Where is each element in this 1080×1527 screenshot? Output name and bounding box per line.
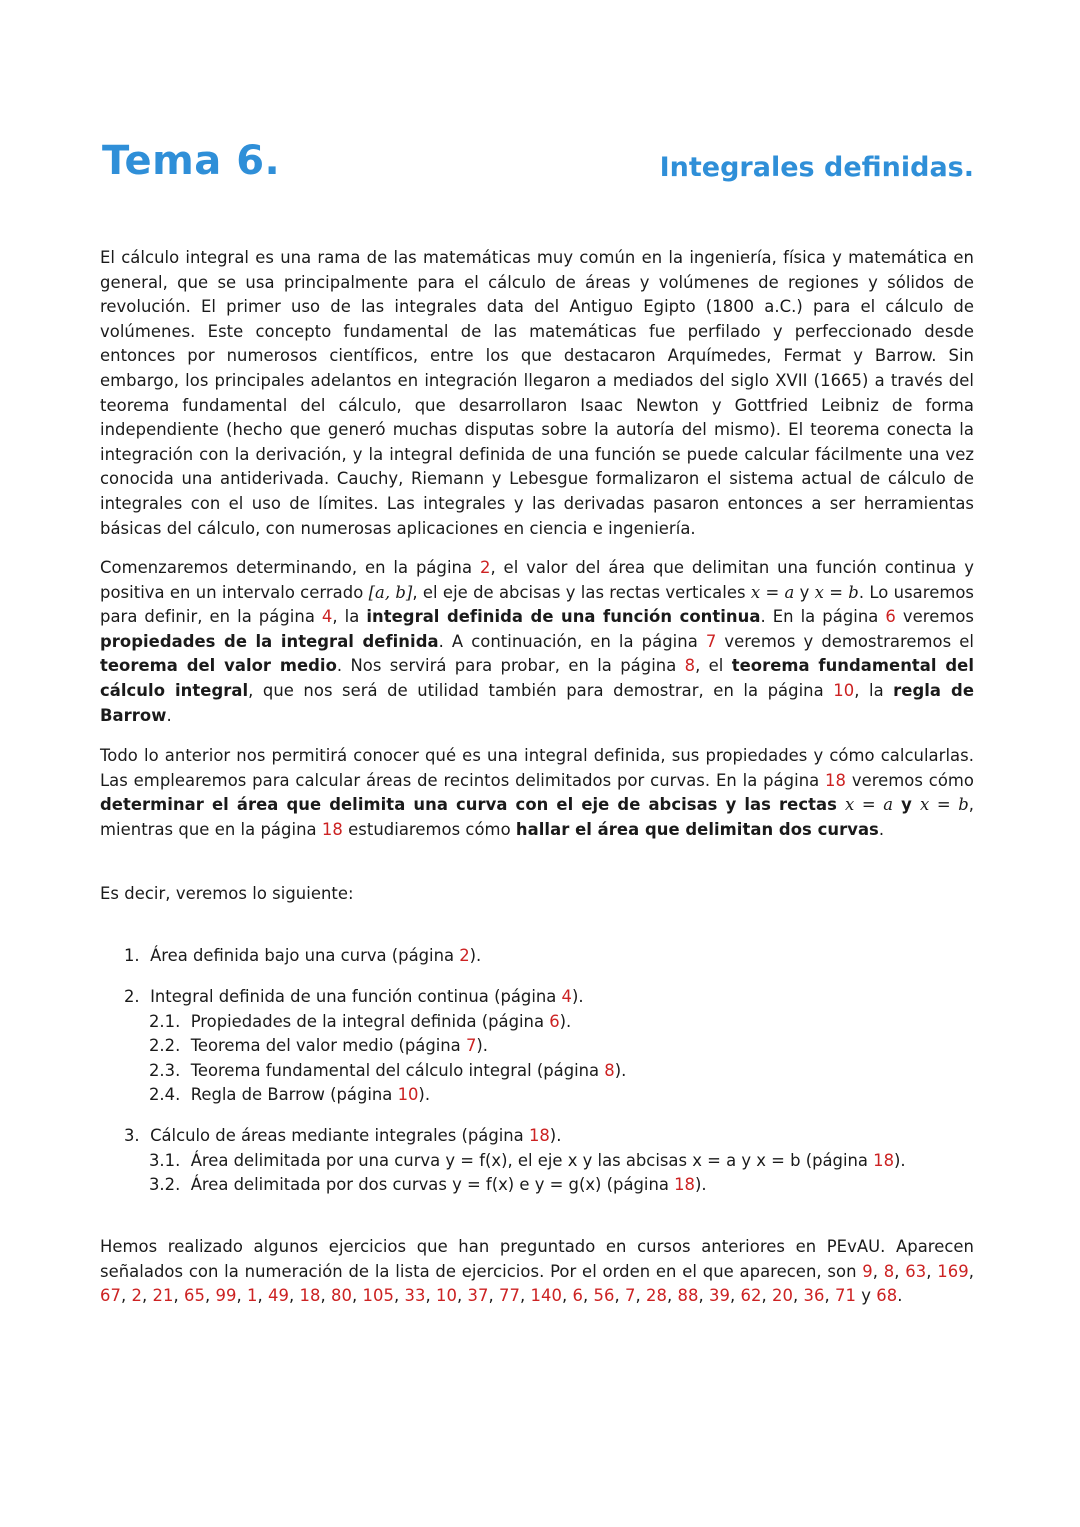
exercise-link[interactable]: 21 [152,1286,174,1306]
exercise-link[interactable]: 80 [331,1286,352,1306]
toc-subitem[interactable]: 2.4. Regla de Barrow (página 10). [149,1085,431,1104]
exercise-link[interactable]: 63 [905,1261,927,1281]
exercise-link[interactable]: 99 [215,1286,237,1306]
exercise-link[interactable]: 68 [876,1286,898,1306]
page-link[interactable]: 7 [465,1036,477,1055]
toc-item[interactable]: 3. Cálculo de áreas mediante integrales (página 18). [124,1126,562,1145]
exercise-link[interactable]: 169 [937,1261,969,1281]
chapter-subtitle: Integrales definidas. [659,152,974,183]
exercise-link[interactable]: 18 [299,1286,321,1306]
exercise-link[interactable]: 67 [100,1286,121,1306]
page-link[interactable]: 8 [604,1061,615,1080]
page-link[interactable]: 10 [833,680,855,700]
overview-paragraph: Comenzaremos determinando, en la página 2, el valor del área que delimitan una función continua y positiva en un intervalo cerrado [a, b], el eje de abcisas y las rectas verticales x = a y x = b. Lo usaremos para definir, en la página 4, la integral definida de una función continua. En la página 6 veremos propiedades de la integral definida. A continuación, en la página 7 veremos y demostraremos el teorema del valor medio. Nos servirá para probar, en la página 8, el teorema fundamental del cálculo integral, que nos será de utilidad también para demostrar, en la página 10, la regla de Barrow. [100,558,975,725]
chapter-title: Tema 6. [102,138,281,184]
exercise-link[interactable]: 65 [184,1286,205,1306]
exercise-link[interactable]: 28 [646,1286,667,1306]
exercise-link[interactable]: 56 [593,1286,615,1306]
page-link[interactable]: 18 [321,819,343,839]
exercise-link[interactable]: 49 [268,1286,289,1306]
page-link[interactable]: 18 [873,1151,894,1170]
exercise-link[interactable]: 2 [131,1286,142,1306]
exercise-link[interactable]: 140 [530,1286,562,1306]
exercises-paragraph: Hemos realizado algunos ejercicios que han preguntado en cursos anteriores en PEvAU. Aparecen señalados con la numeración de la lista de ejercicios. Por el orden en el que aparecen, son 9, 8, 63, 169, 67, 2, 21, 65, 99, 1, 49, 18, 80, 105, 33, 10, 37, 77, 140, 6, 56, 7, 28, 88, 39, 62, 20, 36, 71 y 68. [100,1237,974,1306]
exercise-link[interactable]: 10 [436,1286,457,1306]
exercise-link[interactable]: 105 [362,1286,394,1306]
page-link[interactable]: 7 [705,631,717,651]
page-link[interactable]: 2 [459,946,470,965]
exercise-link[interactable]: 39 [709,1286,730,1306]
exercise-link[interactable]: 8 [883,1261,895,1281]
page-link[interactable]: 4 [321,607,333,627]
toc-subitem[interactable]: 2.2. Teorema del valor medio (página 7). [149,1036,488,1055]
exercise-link[interactable]: 37 [467,1286,489,1306]
exercise-link[interactable]: 6 [572,1286,583,1306]
page-header [100,138,974,198]
exercise-link[interactable]: 88 [677,1286,699,1306]
page-link[interactable]: 18 [528,1126,550,1145]
page-link[interactable]: 18 [674,1175,695,1194]
toc-subitem[interactable]: 3.1. Área delimitada por una curva y = f(x), el eje x y las abcisas x = a y x = b (página 18). [149,1151,906,1170]
toc-subitem[interactable]: 2.1. Propiedades de la integral definida (página 6). [149,1012,572,1031]
page-link[interactable]: 8 [684,656,696,676]
exercise-link[interactable]: 7 [624,1286,636,1306]
exercise-list: 9, 8, 63, 169, 67, 2, 21, 65, 99, 1, 49, 18, 80, 105, 33, 10, 37, 77, 140, 6, 56, 7, 28, 88, 39, 62, 20, 36, 71 [100,1261,974,1306]
page-link[interactable]: 6 [885,607,896,627]
exercise-link[interactable]: 62 [740,1286,762,1306]
exercise-link[interactable]: 33 [404,1286,426,1306]
exercise-link[interactable]: 36 [803,1286,825,1306]
exercise-link[interactable]: 1 [247,1286,258,1306]
page-link[interactable]: 4 [561,987,572,1006]
exercise-link[interactable]: 9 [862,1261,873,1281]
applications-paragraph: Todo lo anterior nos permitirá conocer qué es una integral definida, sus propiedades y cómo calcularlas. Las emplearemos para calcular áreas de recintos delimitados por curvas. En la página 18 veremos cómo determinar el área que delimita una curva con el eje de abcisas y las rectas x = a y x = b, mientras que en la página 18 estudiaremos cómo hallar el área que delimitan dos curvas. [100,746,975,839]
toc-subitem[interactable]: 2.3. Teorema fundamental del cálculo integral (página 8). [149,1061,627,1080]
exercise-link[interactable]: 77 [499,1286,520,1306]
toc-item[interactable]: 2. Integral definida de una función continua (página 4). [124,987,584,1006]
toc-subitem[interactable]: 3.2. Área delimitada por dos curvas y = f(x) e y = g(x) (página 18). [149,1175,707,1194]
exercise-link[interactable]: 20 [772,1286,793,1306]
page-link[interactable]: 18 [825,770,847,790]
toc-intro: Es decir, veremos lo siguiente: [100,884,354,903]
page-link[interactable]: 2 [479,558,491,577]
intro-paragraph: El cálculo integral es una rama de las matemáticas muy común en la ingeniería, física y matemática en general, que se usa principalmente para el cálculo de áreas y volúmenes de regiones y sólidos de revolución. El primer uso de las integrales data del Antiguo Egipto (1800 a.C.) para el cálculo de volúmenes. Este concepto fundamental de las matemáticas fue perfilado y perfeccionado desde entonces por numerosos científicos, entre los que destacaron Arquímedes, Fermat y Barrow. Sin embargo, los principales adelantos en integración llegaron a mediados del siglo XVII (1665) a través del teorema fundamental del cálculo, que desarrollaron Isaac Newton y Gottfried Leibniz de forma independiente (hecho que generó muchas disputas sobre la autoría del mismo). El teorema conecta la integración con la derivación, y la integral definida de una función se puede calcular fácilmente una vez conocida una antiderivada. Cauchy, Riemann y Lebesgue formalizaron el sistema actual de cálculo de integrales con el uso de límites. Las integrales y las derivadas pasaron entonces a ser herramientas básicas del cálculo, con numerosas aplicaciones en ciencia e ingeniería. [100,248,974,538]
page-link[interactable]: 6 [549,1012,560,1031]
toc-item[interactable]: 1. Área definida bajo una curva (página 2). [124,946,482,965]
exercise-link[interactable]: 71 [835,1286,856,1306]
page-link[interactable]: 10 [397,1085,419,1104]
